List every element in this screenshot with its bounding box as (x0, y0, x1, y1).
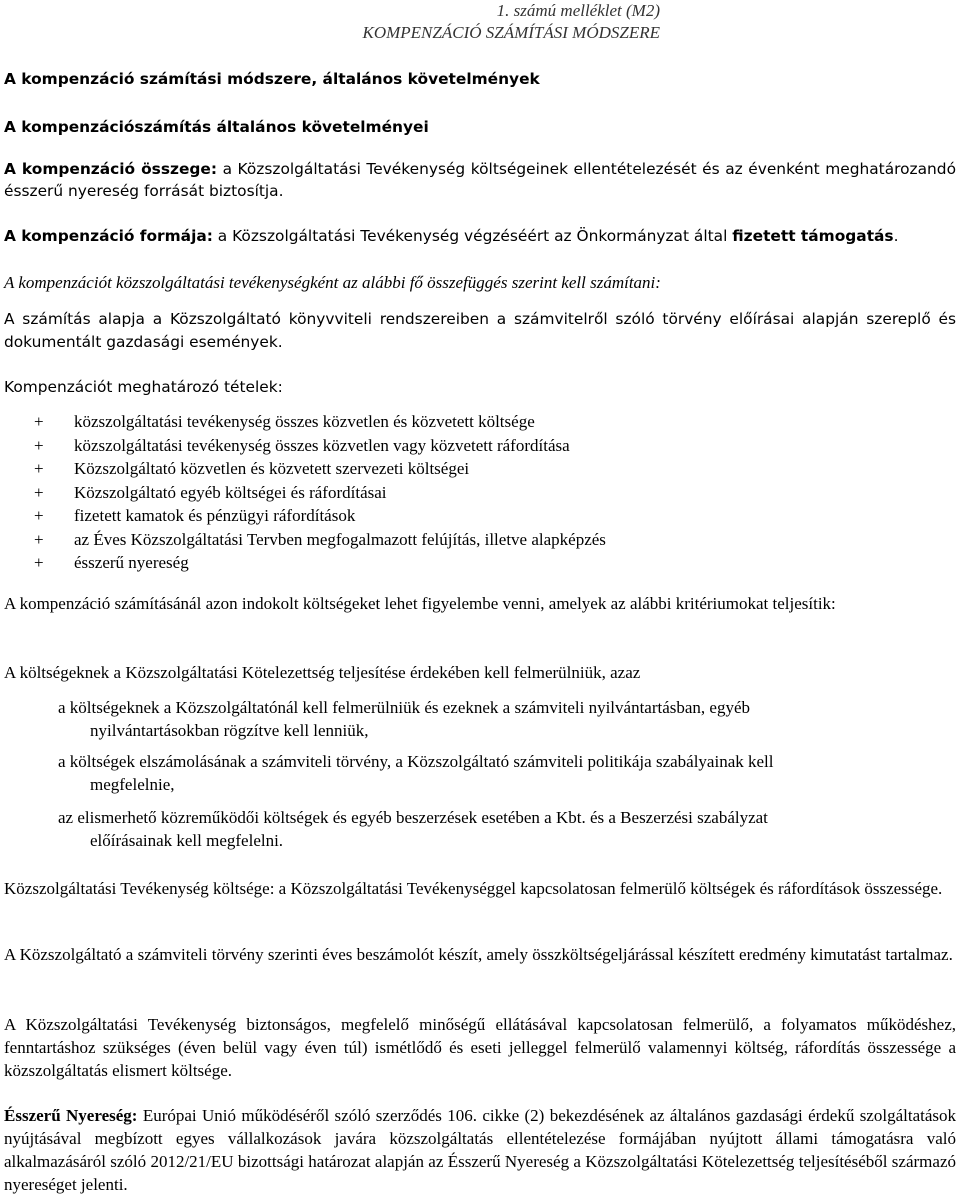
item-text: Közszolgáltató egyéb költségei és ráfordításai (74, 482, 387, 502)
form-end: . (893, 227, 899, 245)
items-heading: Kompenzációt meghatározó tételek: (4, 378, 283, 396)
document-header (300, 0, 660, 44)
list-item (34, 528, 934, 552)
sub-item (58, 806, 958, 852)
item-text: az Éves Közszolgáltatási Tervben megfogalmazott felújítás, illetve alapképzés (74, 529, 606, 549)
form-label: A kompenzáció formája: (4, 227, 213, 245)
form-text: a Közszolgáltatási Tevékenység végzéséért az Önkormányzat által (212, 227, 733, 245)
plus-sign: + (34, 553, 44, 572)
sub-item-continuation: megfelelnie, (90, 775, 175, 794)
sub-item-first-line: a költségek elszámolásának a számviteli törvény, a Közszolgáltató számviteli politikája szabályainak kell (58, 752, 774, 771)
list-item (34, 410, 934, 434)
amount-label: A kompenzáció összege: (4, 160, 218, 178)
item-text: Közszolgáltató közvetlen és közvetett szervezeti költségei (74, 459, 470, 478)
list-item (34, 481, 934, 505)
amount-text: a Közszolgáltatási Tevékenység költségeinek ellentételezését és az évenként meghatározandó ésszerű nyereség forrását biztosítja. (4, 160, 956, 200)
items-list (34, 410, 934, 575)
form-paragraph (4, 225, 956, 247)
item-text: fizetett kamatok és pénzügyi ráfordítások (74, 506, 356, 525)
item-text: közszolgáltatási tevékenység összes közvetlen vagy közvetett ráfordítása (74, 435, 570, 455)
profit-text: Európai Unió működéséről szóló szerződés 106. cikke (2) bekezdésének az általános gazdasági érdekű szolgáltatások nyújtásával megbízott egyes vállalkozások javára közszolgáltatás ellentételezése formájában nyújtott állami támogatásra való alkalmazásáról szóló 2012/21/EU bizottsági határozat alapján az Ésszerű Nyereség a Közszolgáltatási Kötelezettség teljesítéséből származó nyereséget jelenti. (4, 1106, 956, 1194)
amount-paragraph (4, 158, 956, 202)
list-item (34, 504, 934, 528)
subsection-title: A kompenzációszámítás általános követelményei (4, 118, 429, 136)
list-item (34, 457, 934, 481)
list-item (34, 434, 934, 458)
profit-label: Ésszerű Nyereség: (4, 1106, 138, 1125)
plus-sign: + (34, 506, 44, 525)
sub-item (58, 696, 958, 742)
plus-sign: + (34, 482, 44, 502)
criteria-intro: A kompenzáció számításánál azon indokolt költségeket lehet figyelembe venni, amelyek az alábbi kritériumokat teljesítik: (4, 594, 836, 613)
costs-intro: A költségeknek a Közszolgáltatási Kötelezettség teljesítése érdekében kell felmerülniük, azaz (4, 663, 641, 682)
formula-heading: A kompenzációt közszolgáltatási tevékenységként az alábbi fő összefüggés szerint kell számítani: (4, 273, 661, 292)
item-text: ésszerű nyereség (74, 553, 189, 572)
sub-item-continuation: nyilvántartásokban rögzítve kell lenniük, (90, 721, 369, 740)
recognized-cost-paragraph: A Közszolgáltatási Tevékenység biztonságos, megfelelő minőségű ellátásával kapcsolatosan felmerülő, a folyamatos működéshez, fenntartáshoz szükséges (éven belül vagy éven túl) ismétlődő és eseti jelleggel felmerülő valamennyi költség, ráfordítás összessége a közszolgáltatás elismert költsége. (4, 1015, 956, 1080)
basis-paragraph: A számítás alapja a Közszolgáltató könyvviteli rendszereiben a számvitelről szóló törvény előírásai alapján szereplő és dokumentált gazdasági események. (4, 310, 956, 351)
plus-sign: + (34, 459, 44, 478)
annex-number: 1. számú melléklet (M2) (496, 1, 660, 20)
annex-title: KOMPENZÁCIÓ SZÁMÍTÁSI MÓDSZERE (362, 23, 660, 42)
report-paragraph: A Közszolgáltató a számviteli törvény szerinti éves beszámolót készít, amely összköltségeljárással készített eredmény kimutatást tartalmaz. (4, 945, 953, 964)
plus-sign: + (34, 412, 44, 431)
item-text: közszolgáltatási tevékenység összes közvetlen és közvetett költsége (74, 412, 535, 431)
section-title: A kompenzáció számítási módszere, általános követelmények (4, 70, 540, 88)
activity-cost-paragraph: Közszolgáltatási Tevékenység költsége: a Közszolgáltatási Tevékenységgel kapcsolatosan felmerülő költségek és ráfordítások összessége. (4, 879, 943, 898)
plus-sign: + (34, 529, 44, 549)
sub-item-first-line: az elismerhető közreműködői költségek és egyéb beszerzések esetében a Kbt. és a Beszerzési szabályzat (58, 808, 768, 827)
list-item (34, 551, 934, 575)
sub-item-first-line: a költségeknek a Közszolgáltatónál kell felmerülniük és ezeknek a számviteli nyilvántartásban, egyéb (58, 698, 751, 717)
plus-sign: + (34, 435, 44, 455)
sub-item-continuation: előírásainak kell megfelelni. (90, 831, 284, 850)
form-bold-end: fizetett támogatás (732, 227, 894, 245)
sub-item (58, 750, 958, 796)
profit-paragraph (4, 1104, 956, 1196)
